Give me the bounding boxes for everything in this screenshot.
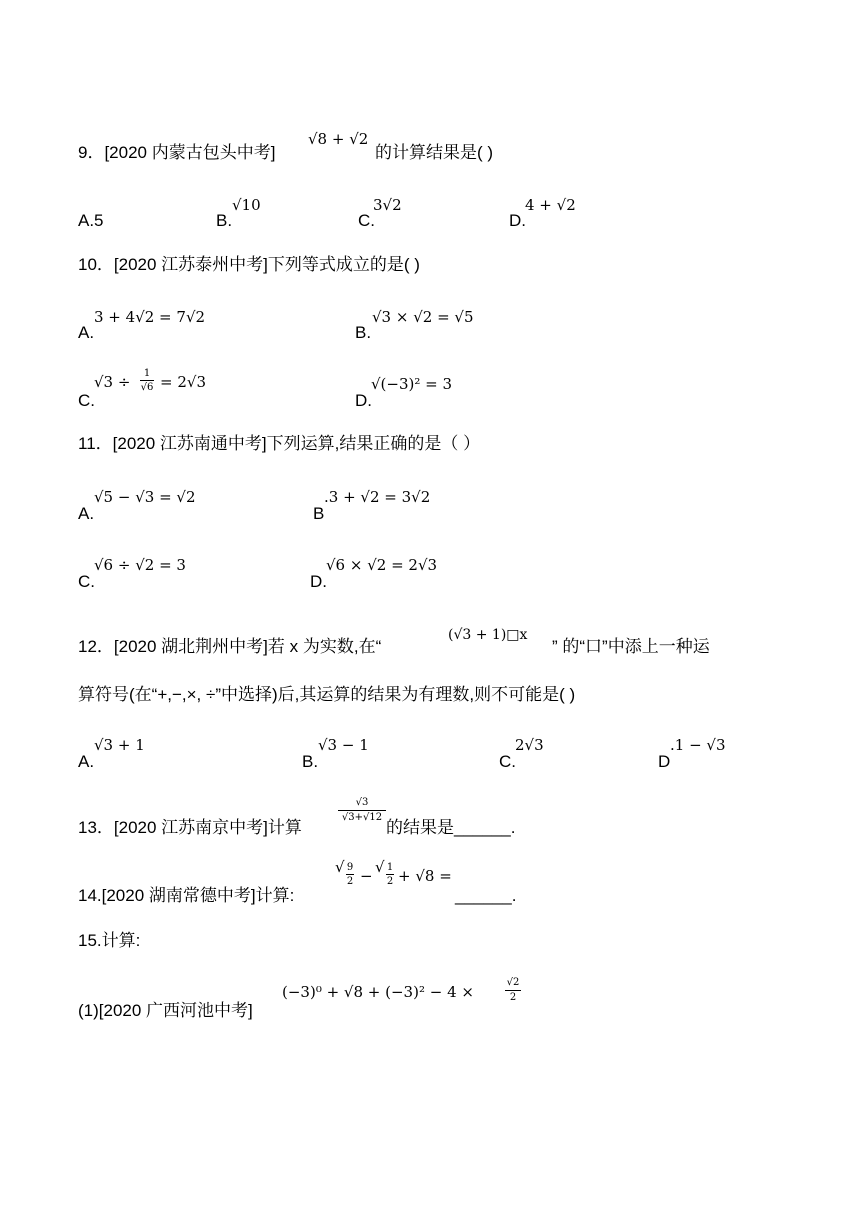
- q10-option-a-label: A.: [78, 323, 95, 342]
- q10-option-c-expr-b: = 2√3: [160, 373, 206, 391]
- q9-option-b-expr: √10: [232, 196, 261, 214]
- q13-frac-num: √3: [355, 797, 369, 808]
- q10-text: 10．[2020 江苏泰州中考]下列等式成立的是( ): [78, 255, 420, 274]
- q10-option-d-expr: √(−3)² = 3: [371, 375, 453, 393]
- q11-option-a-expr: √5 − √3 = √2: [94, 488, 196, 506]
- q10-option-c-frac-num: 1: [143, 368, 151, 379]
- q11-option-d-expr: √6 × √2 = 2√3: [326, 556, 438, 574]
- q9-prefix: 9．[2020 内蒙古包头中考]: [78, 143, 276, 162]
- q13-frac-bar: [338, 810, 386, 811]
- q9-option-c-label: C.: [358, 211, 375, 230]
- q14-prefix: 14.[2020 湖南常德中考]计算:: [78, 886, 295, 905]
- q10-option-c-frac-bar: [140, 380, 154, 381]
- q10-option-b-expr: √3 × √2 = √5: [372, 308, 474, 326]
- q10-option-c-label: C.: [78, 391, 95, 410]
- q10-option-c-expr-a: √3 ÷: [94, 373, 131, 391]
- q12-option-d-expr: .1 − √3: [670, 736, 726, 754]
- q11-option-c-expr: √6 ÷ √2 = 3: [94, 556, 186, 574]
- q14-frac1-den: 2: [346, 876, 354, 887]
- q13-suffix: 的结果是______.: [386, 818, 516, 837]
- q15-sub1-frac-den: 2: [509, 992, 517, 1003]
- q9-option-d-expr: 4 + √2: [525, 196, 576, 214]
- q9-option-c-expr: 3√2: [373, 196, 402, 214]
- q11-text: 11．[2020 江苏南通中考]下列运算,结果正确的是（ ）: [78, 434, 481, 453]
- q14-frac2-den: 2: [386, 876, 394, 887]
- q11-option-b-label: B: [313, 504, 325, 523]
- q9-option-a: A.5: [78, 211, 104, 230]
- q14-minus: −: [360, 867, 373, 885]
- q11-option-b-expr: .3 + √2 = 3√2: [324, 488, 431, 506]
- q10-option-a-expr: 3 + 4√2 = 7√2: [94, 308, 206, 326]
- q15-sub1-expr: (−3)⁰ + √8 + (−3)² − 4 ×: [282, 983, 474, 1001]
- q14-frac2-num: 1: [386, 862, 394, 873]
- q12-suffix: ” 的“口”中添上一种运: [552, 637, 710, 656]
- q12-option-a-label: A.: [78, 752, 95, 771]
- q11-option-d-label: D.: [310, 572, 327, 591]
- q15-sub1-frac-num: √2: [506, 977, 520, 988]
- q12-option-c-label: C.: [499, 752, 516, 771]
- q12-expression: (√3 + 1)□x: [448, 627, 528, 643]
- q10-option-c-frac-den: √6: [140, 382, 154, 393]
- q11-option-c-label: C.: [78, 572, 95, 591]
- q12-prefix: 12．[2020 湖北荆州中考]若 x 为实数,在“: [78, 637, 382, 656]
- q12-line2: 算符号(在“+,−,×, ÷”中选择)后,其运算的结果为有理数,则不可能是( ): [78, 685, 576, 704]
- q15-sub1-prefix: (1)[2020 广西河池中考]: [78, 1001, 253, 1020]
- q12-option-d-label: D: [658, 752, 671, 771]
- q15-sub1-frac-bar: [505, 990, 521, 991]
- q12-option-b-expr: √3 − 1: [318, 736, 369, 754]
- q11-option-a-label: A.: [78, 504, 95, 523]
- q9-option-d-label: D.: [509, 211, 526, 230]
- q9-suffix: 的计算结果是( ): [375, 143, 494, 162]
- q14-frac1-bar: [346, 874, 354, 875]
- q10-option-d-label: D.: [355, 391, 372, 410]
- q14-sqrt-sign-2: √: [375, 858, 385, 876]
- q14-suffix: ______.: [455, 886, 517, 905]
- q13-frac-den: √3+√12: [341, 812, 383, 823]
- q12-option-a-expr: √3 + 1: [94, 736, 145, 754]
- q14-sqrt-sign-1: √: [335, 858, 345, 876]
- q13-prefix: 13．[2020 江苏南京中考]计算: [78, 818, 302, 837]
- q14-frac2-bar: [386, 874, 394, 875]
- q12-option-b-label: B.: [302, 752, 319, 771]
- q9-expression: √8 + √2: [308, 130, 369, 148]
- q9-option-b-label: B.: [216, 211, 233, 230]
- q12-option-c-expr: 2√3: [515, 736, 544, 754]
- q14-expr-tail: + √8 =: [398, 867, 452, 885]
- q15-title: 15.计算:: [78, 931, 141, 950]
- q14-frac1-num: 9: [346, 862, 354, 873]
- q10-option-b-label: B.: [355, 323, 372, 342]
